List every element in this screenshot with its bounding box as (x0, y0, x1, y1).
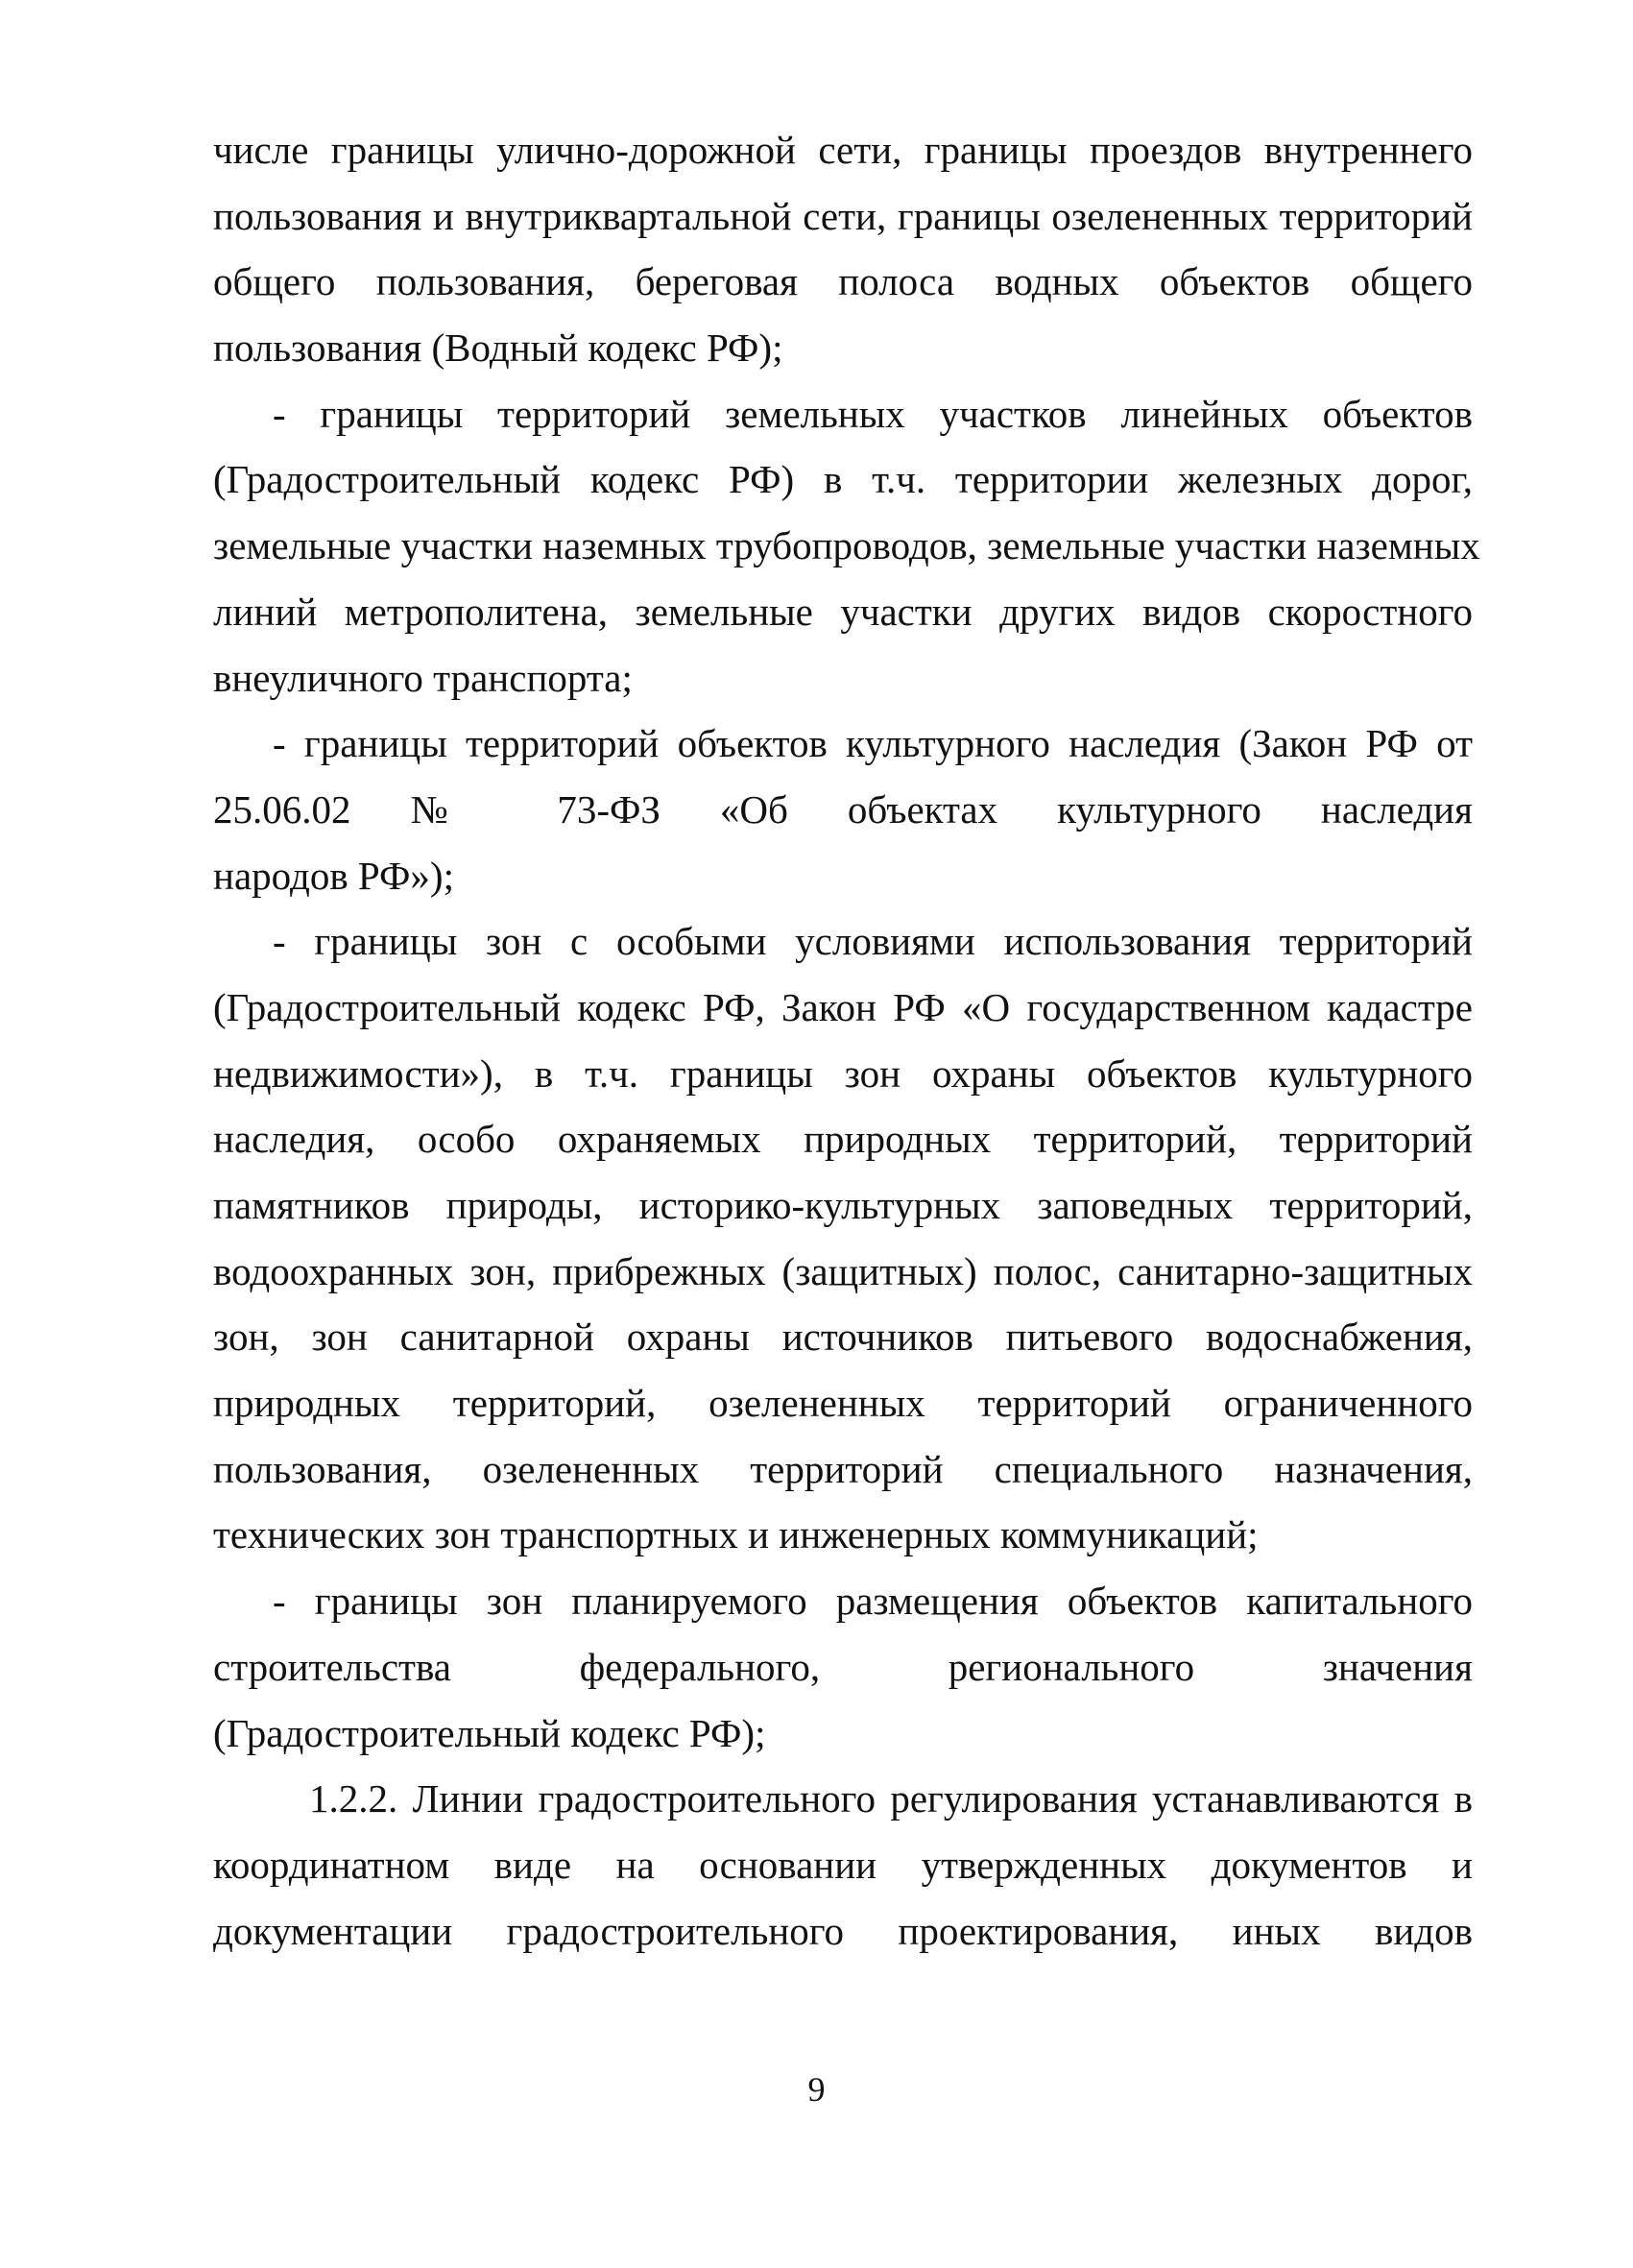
text-line: народов РФ»); (213, 853, 454, 898)
text-line: земельные участки наземных трубопроводов, земельные участки наземных (213, 523, 1480, 568)
text-line: наследия, особо охраняемых природных территорий, территорий (213, 1117, 1473, 1162)
text-line: документации градостроительного проектирования, иных видов (213, 1908, 1473, 1953)
text-line: технических зон транспортных и инженерных коммуникаций; (213, 1512, 1259, 1557)
text-line: внеуличного транспорта; (213, 655, 633, 700)
text-line: пользования, озелененных территорий специального назначения, (213, 1446, 1473, 1491)
text-line: числе границы улично-дорожной сети, границы проездов внутреннего (213, 128, 1473, 172)
page-number: 9 (807, 2070, 826, 2109)
text-line: 25.06.02 № 73-ФЗ «Об объектах культурного наследия (213, 786, 1473, 832)
text-line: - границы территорий земельных участков линейных объектов (273, 391, 1473, 436)
text-line: линий метрополитена, земельные участки других видов скоростного (213, 589, 1473, 634)
text-line: общего пользования, береговая полоса водных объектов общего (213, 259, 1473, 304)
paragraph-cultural-heritage (213, 711, 1473, 908)
text-line: природных территорий, озелененных территорий ограниченного (213, 1381, 1473, 1426)
text-line: пользования (Водный кодекс РФ); (213, 326, 783, 371)
text-line: 1.2.2. Линии градостроительного регулирования устанавливаются в (309, 1776, 1473, 1822)
text-line: - границы зон с особыми условиями использования территорий (273, 919, 1473, 964)
text-line: зон, зон санитарной охраны источников питьевого водоснабжения, (213, 1315, 1473, 1360)
text-line: водоохранных зон, прибрежных (защитных) полос, санитарно-защитных (213, 1248, 1473, 1293)
text-line: (Градостроительный кодекс РФ, Закон РФ «О государственном кадастре (213, 984, 1473, 1029)
text-line: (Градостроительный кодекс РФ); (213, 1710, 766, 1755)
text-line: координатном виде на основании утвержденных документов и (213, 1842, 1473, 1887)
text-line: памятников природы, историко-культурных заповедных территорий, (213, 1183, 1473, 1227)
text-line: (Градостроительный кодекс РФ) в т.ч. территории железных дорог, (213, 457, 1473, 502)
paragraph-linear-objects (213, 381, 1480, 711)
paragraph-capital-construction (213, 1568, 1473, 1766)
paragraph-section-1-2-2 (213, 1766, 1473, 1964)
text-line: строительства федерального, регионального значения (213, 1644, 1473, 1689)
text-line: пользования и внутриквартальной сети, границы озелененных территорий (213, 193, 1473, 238)
paragraph-street-network (213, 117, 1473, 381)
paragraph-special-zones (213, 908, 1473, 1568)
text-line: недвижимости»), в т.ч. границы зон охраны объектов культурного (213, 1050, 1473, 1096)
body-text (213, 117, 1480, 1964)
text-line: - границы территорий объектов культурного наследия (Закон РФ от (273, 721, 1473, 766)
text-line: - границы зон планируемого размещения объектов капитального (273, 1579, 1473, 1624)
